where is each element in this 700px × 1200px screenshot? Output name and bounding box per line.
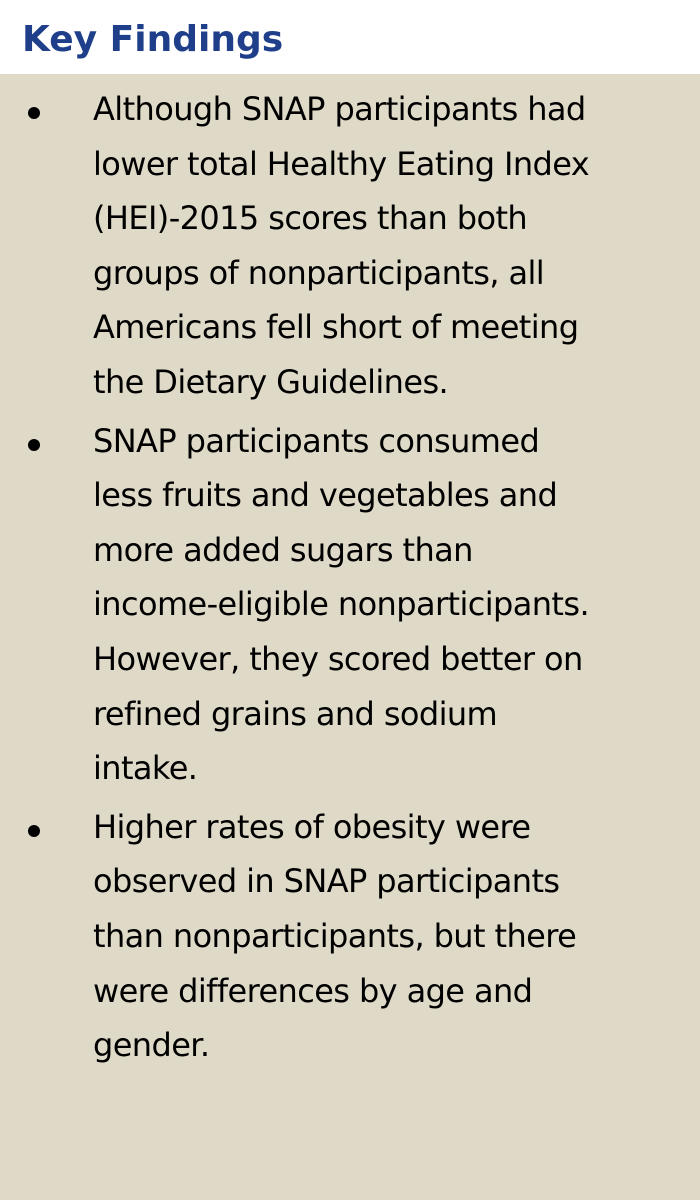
bullet-icon xyxy=(28,107,40,119)
list-item xyxy=(0,800,700,1073)
bullet-icon xyxy=(28,439,40,451)
page-title: Key Findings xyxy=(22,19,284,60)
list-item xyxy=(0,414,700,796)
finding-text: Although SNAP participants had lower total Healthy Eating Index (HEI)-2015 scores than both groups of nonparticipants, all Americans fell short of meeting the Dietary Guidelines. xyxy=(93,90,590,401)
header-band xyxy=(0,0,700,74)
list-item xyxy=(0,82,700,410)
finding-text: SNAP participants consumed less fruits and vegetables and more added sugars than income-eligible nonparticipants. However, they scored better on refined grains and sodium intake. xyxy=(93,421,590,788)
finding-text: Higher rates of obesity were observed in SNAP participants than nonparticipants, but there were differences by age and gender. xyxy=(93,807,577,1065)
findings-list xyxy=(0,82,700,1077)
bullet-icon xyxy=(28,825,40,837)
